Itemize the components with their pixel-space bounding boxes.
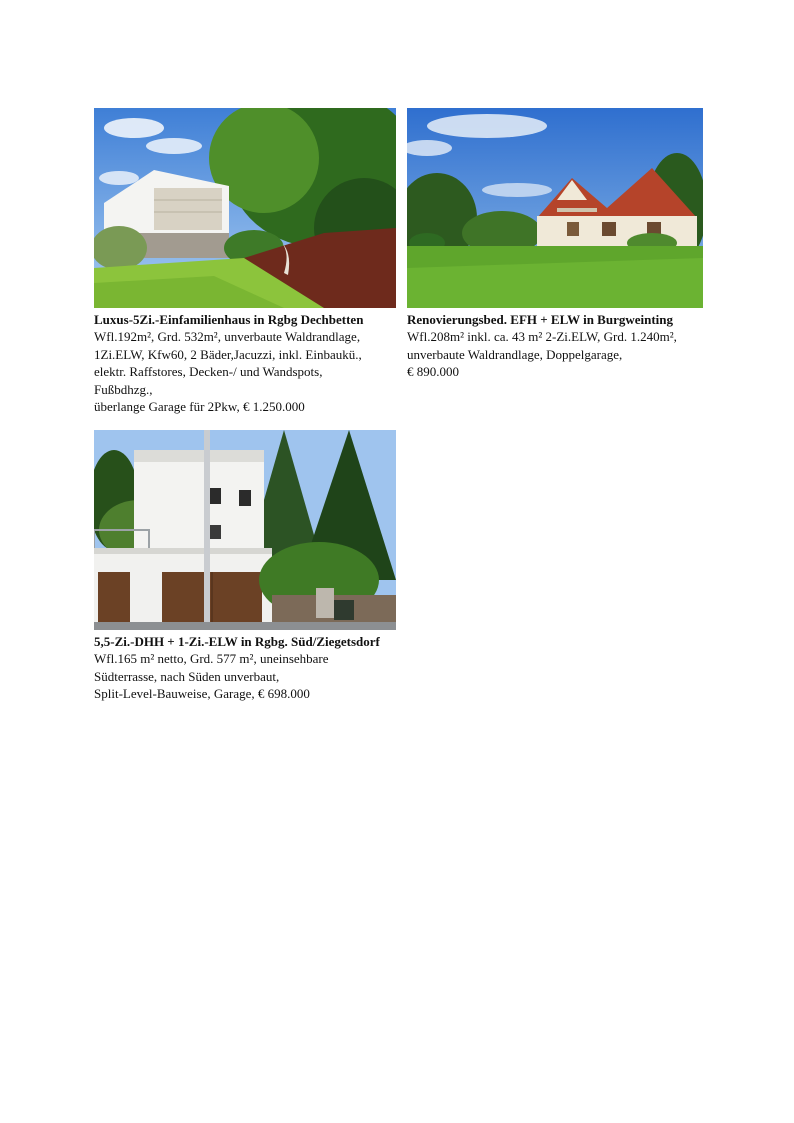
listing-card xyxy=(407,108,703,381)
listing-detail-line: Fußbdhzg., xyxy=(94,381,153,397)
listing-detail-line: Split-Level-Bauweise, Garage, € 698.000 xyxy=(94,686,310,701)
listing-title: Renovierungsbed. EFH + ELW in Burgweinting xyxy=(407,312,674,327)
property-photo xyxy=(94,108,396,308)
listing-detail-line: überlange Garage für 2Pkw, € 1.250.000 xyxy=(94,399,305,414)
listing-title: 5,5-Zi.-DHH + 1-Zi.-ELW in Rgbg. Süd/Ziegetsdorf xyxy=(94,634,380,649)
property-photo xyxy=(94,430,396,630)
property-photo xyxy=(407,108,703,308)
listing-detail-line: 1Zi.ELW, Kfw60, 2 Bäder,Jacuzzi, inkl. Einbaukü., xyxy=(94,346,362,362)
listing-detail-line: Wfl.208m² inkl. ca. 43 m² 2-Zi.ELW, Grd. 1.240m², xyxy=(407,329,677,344)
listing-detail-line: elektr. Raffstores, Decken-/ und Wandspots, xyxy=(94,364,323,379)
listing-detail-line: Wfl.192m², Grd. 532m², unverbaute Waldrandlage, xyxy=(94,329,361,344)
listing-detail-line: Wfl.165 m² netto, Grd. 577 m², uneinsehbare xyxy=(94,651,329,666)
listing-detail-line: unverbaute Waldrandlage, Doppelgarage, xyxy=(407,346,623,362)
listing-card xyxy=(94,430,396,703)
listing-title: Luxus-5Zi.-Einfamilienhaus in Rgbg Dechbetten xyxy=(94,312,364,327)
listing-detail-line: Südterrasse, nach Süden unverbaut, xyxy=(94,668,280,684)
listing-detail-line: € 890.000 xyxy=(407,364,459,379)
listing-card xyxy=(94,108,396,416)
